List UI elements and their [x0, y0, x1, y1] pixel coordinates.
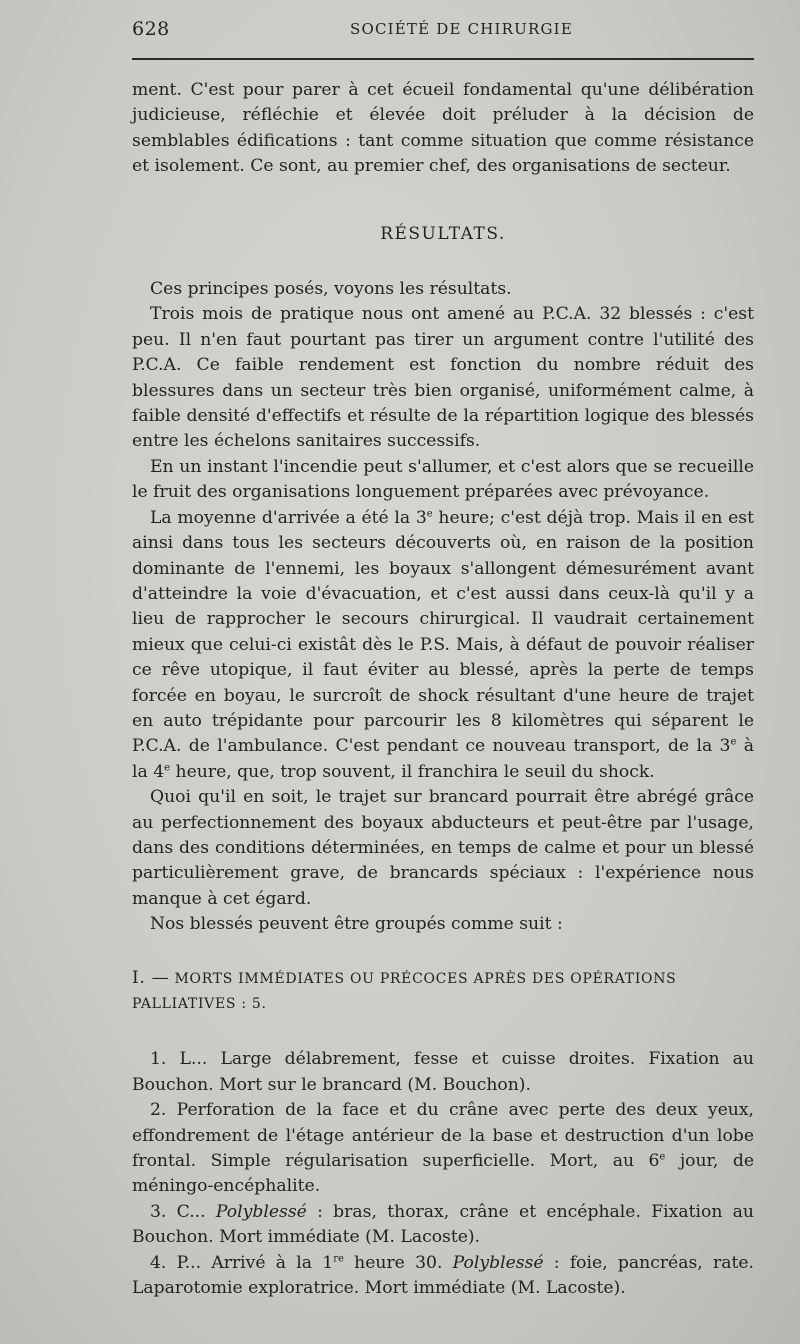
- text-run: 4. P... Arrivé à la 1: [150, 1252, 334, 1273]
- italic-term: Polyblessé: [452, 1252, 544, 1273]
- text-run: 3. C...: [150, 1201, 216, 1222]
- text-run: 2. Perforation de la face et du crâne avec perte des deux yeux, effondrement de l'étage antérieur de la base et destruction d'un lobe frontal. Simple régularisation superficielle. Mort, au 6: [132, 1100, 754, 1172]
- paragraph-principles: Ces principes posés, voyons les résultats.: [150, 279, 512, 300]
- superscript: re: [333, 1252, 344, 1264]
- text-run: La moyenne d'arrivée a été la 3: [150, 507, 427, 528]
- paragraph-moyenne: [132, 506, 754, 785]
- text-run: heure, que, trop souvent, il franchira le seuil du shock.: [170, 761, 655, 782]
- subsection-numeral: I. —: [132, 967, 170, 988]
- running-head: [132, 18, 754, 46]
- paragraph-continuation: ment. C'est pour parer à cet écueil fondamental qu'une délibération judicieuse, réfléchie et élevée doit préluder à la décision de semblables édifications : tant comme situation que comme résistance et isolement. Ce sont, au premier chef, des organisations de secteur.: [132, 80, 754, 177]
- paragraph-groupes: Nos blessés peuvent être groupés comme suit :: [150, 914, 563, 935]
- text-run: à la 4: [132, 736, 754, 782]
- text-run: jour, de méningo-encéphalite.: [132, 1151, 754, 1197]
- paragraph-three-months: Trois mois de pratique nous ont amené au P.C.A. 32 blessés : c'est peu. Il n'en faut pourtant pas tirer un argument contre l'utilité des P.C.A. Ce faible rendement est fonction du nombre réduit des blessures dans un secteur très bien organisé, uniformément calme, à faible densité d'effectifs et résulte de la répartition logique des blessés entre les échelons sanitaires successifs.: [132, 304, 754, 452]
- text-run: heure; c'est déjà trop. Mais il en est ainsi dans tous les secteurs découverts où, en raison de la position dominante de l'ennemi, les boyaux s'allongent démesurément avant d'atteindre la voie d'évacuation, et c'est aussi dans ceux-là qu'il y a lieu de rapprocher le secours chirurgical. Il vaudrait certainement mieux que celui-ci existât dès le P.S. Mais, à défaut de pouvoir réaliser ce rêve utopique, il faut éviter au blessé, après la perte de temps forcée en boyau, le surcroît de shock résultant d'une heure de trajet en auto trépidante pour parcourir les 8 kilomètres qui séparent le P.C.A. de l'ambulance. C'est pendant ce nouveau transport, de la 3: [132, 507, 754, 757]
- paragraph-brancard: Quoi qu'il en soit, le trajet sur brancard pourrait être abrégé grâce au perfectionnement des boyaux abducteurs et peut-être par l'usage, dans des conditions déterminées, en temps de calme et pour un blessé particulièrement grave, de brancards spéciaux : l'expérience nous manque à cet égard.: [132, 787, 754, 909]
- case-2: [132, 1098, 754, 1200]
- header-rule: [132, 58, 754, 60]
- superscript: e: [659, 1151, 666, 1163]
- case-3: [132, 1200, 754, 1251]
- journal-title: SOCIÉTÉ DE CHIRURGIE: [350, 20, 573, 38]
- superscript: e: [426, 507, 433, 519]
- section-heading-resultats: RÉSULTATS.: [380, 223, 506, 244]
- superscript: e: [164, 762, 171, 774]
- case-1: 1. L... Large délabrement, fesse et cuisse droites. Fixation au Bouchon. Mort sur le brancard (M. Bouchon).: [132, 1049, 754, 1095]
- italic-term: Polyblessé: [215, 1201, 307, 1222]
- text-run: heure 30.: [343, 1252, 453, 1273]
- text-run: : bras, thorax, crâne et encéphale. Fixation au Bouchon. Mort immédiate (M. Lacoste).: [132, 1201, 754, 1248]
- text-run: : foie, pancréas, rate. Laparotomie exploratrice. Mort immédiate (M. Lacoste).: [132, 1252, 754, 1299]
- case-4: [132, 1251, 754, 1302]
- page-number: 628: [132, 18, 170, 40]
- subsection-title: MORTS IMMÉDIATES OU PRÉCOCES APRÈS DES OPÉRATIONS PALLIATIVES : 5.: [132, 970, 677, 1012]
- subsection-heading-morts: [132, 966, 754, 1018]
- paragraph-incendie: En un instant l'incendie peut s'allumer, et c'est alors que se recueille le fruit des organisations longuement préparées avec prévoyance.: [132, 456, 754, 503]
- superscript: e: [730, 736, 737, 748]
- body-text: [132, 78, 754, 1301]
